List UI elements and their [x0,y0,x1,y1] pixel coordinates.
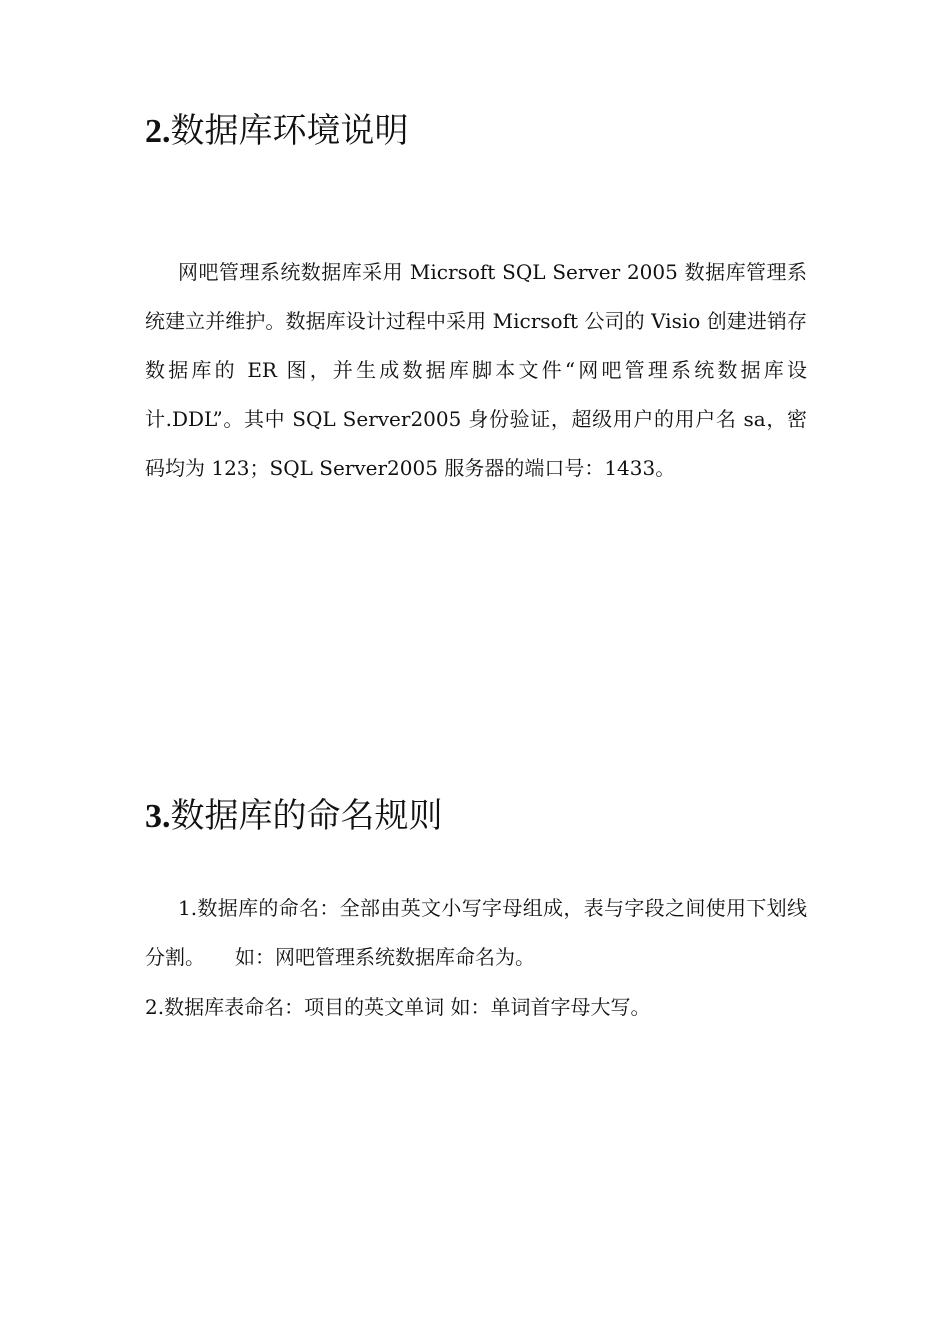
section-3-heading [145,796,443,837]
section-3-title: 数据库的命名规则 [170,796,443,836]
section-2-title: 数据库环境说明 [170,111,409,151]
section-2-number: 2. [145,113,171,150]
naming-rule-1-paragraph: 1.数据库的命名：全部由英文小写字母组成，表与字段之间使用下划线分割。 如：网吧管理系统数据库命名为。 [145,896,807,969]
section-3-number: 3. [145,798,171,835]
naming-rule-2-paragraph: 2.数据库表命名：项目的英文单词 如：单词首字母大写。 [145,995,651,1019]
section-2-heading [145,111,409,152]
database-environment-paragraph: 网吧管理系统数据库采用 Micrsoft SQL Server 2005 数据库管理系统建立并维护。数据库设计过程中采用 Micrsoft 公司的 Visio 创建进销存数据库的 ER 图，并生成数据库脚本文件“网吧管理系统数据库设计.DDL”。其中 SQL Server2005 身份验证，超级用户的用户名 sa，密码均为 123；SQL Server2005 服务器的端口号：1433。 [145,260,807,480]
